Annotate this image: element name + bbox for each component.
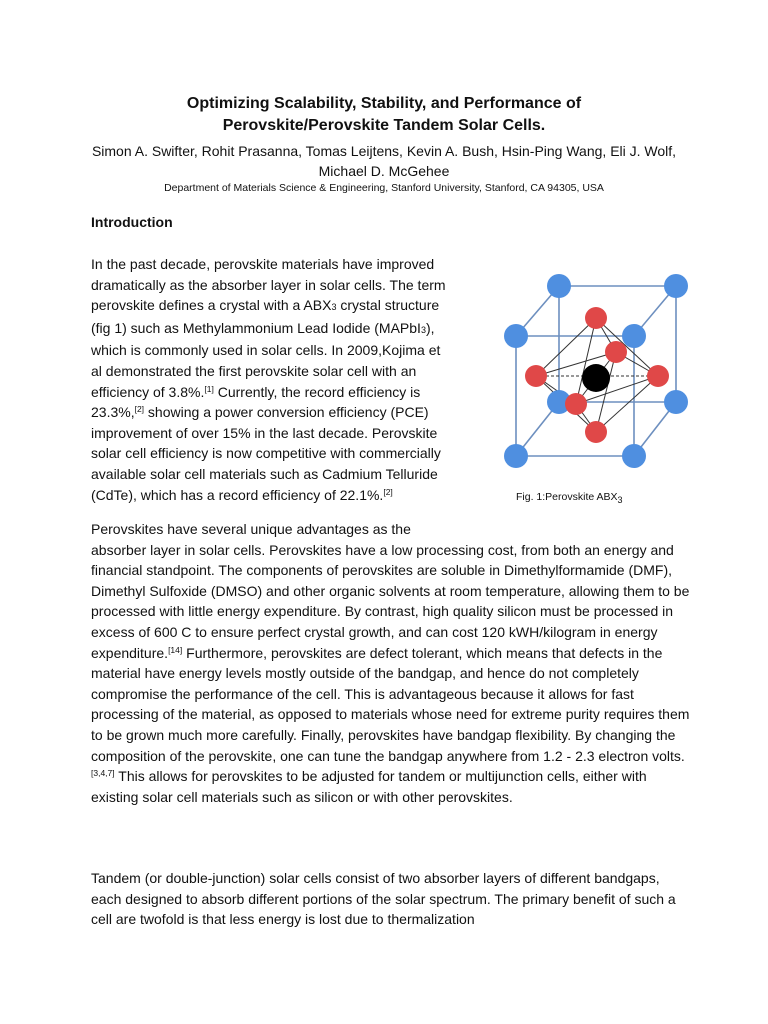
corner-atom: [547, 274, 571, 298]
face-atom: [585, 307, 607, 329]
intro-subscript-1: 3: [331, 302, 337, 313]
intro-subscript-2: 3: [420, 324, 426, 335]
face-atom: [525, 365, 547, 387]
corner-atom: [664, 274, 688, 298]
caption-text: Fig. 1:Perovskite ABX: [516, 491, 618, 503]
para3-text: Tandem (or double-junction) solar cells consist of two absorber layers of different bandgaps, each designed to absorb different portions of the solar spectrum. The primary benefit of such a cell are twofold is that less energy is lost due to thermalization: [91, 870, 676, 928]
corner-atom: [622, 444, 646, 468]
paper-title: [0, 93, 768, 137]
center-atom: [582, 364, 610, 392]
intro-text-2: crystal structure (fig 1) such as Methylammonium Lead Iodide (MAPbI: [91, 297, 440, 336]
intro-paragraph: [91, 254, 451, 505]
intro-text-5: showing a power conversion efficiency (PCE) improvement of over 15% in the last decade. Perovskite solar cell efficiency is now competitive with commercially available solar cell materials such as Cadmium Telluride (CdTe), which has a record efficiency of 22.1%.: [91, 404, 441, 503]
citation-1: [1]: [204, 383, 214, 394]
crystal-structure-diagram: [500, 268, 700, 478]
intro-text-1: In the past decade, perovskite materials have improved dramatically as the absorber layer in solar cells. The term perovskite defines a crystal with a ABX: [91, 256, 446, 314]
caption-subscript: 3: [617, 495, 623, 506]
section-heading: Introduction: [91, 214, 173, 230]
para2-text-3: This allows for perovskites to be adjusted for tandem or multijunction cells, either with existing solar cell materials such as silicon or with other perovskites.: [91, 768, 647, 805]
author-list: Simon A. Swifter, Rohit Prasanna, Tomas Leijtens, Kevin A. Bush, Hsin-Ping Wang, Eli J. Wolf, Michael D. McGehee: [91, 143, 677, 179]
citation-3: [2]: [383, 486, 393, 497]
para2-first-line: Perovskites have several unique advantages as the: [91, 521, 411, 537]
advantages-paragraph: [91, 519, 691, 807]
title-line-2: Perovskite/Perovskite Tandem Solar Cells.: [222, 117, 546, 134]
corner-atom: [504, 324, 528, 348]
figure-caption: [516, 490, 623, 507]
corner-atom: [664, 390, 688, 414]
tandem-paragraph: [91, 868, 691, 930]
citation-3-4-7: [3,4,7]: [91, 768, 115, 779]
face-atom: [565, 393, 587, 415]
citation-14: [14]: [168, 644, 183, 655]
face-atom: [605, 341, 627, 363]
corner-atom: [622, 324, 646, 348]
para2-text-2: Furthermore, perovskites are defect tolerant, which means that defects in the material have energy levels mostly outside of the bandgap, and hence do not completely compromise the performance of the cell. This is advantageous because it allows for fast processing of the material, as opposed to materials whose need for extreme purity requires them to be grown much more carefully. Finally, perovskites have bandgap flexibility. By changing the composition of the perovskite, one can tune the bandgap anywhere from 1.2 - 2.3 electron volts.: [91, 644, 690, 764]
face-atom: [647, 365, 669, 387]
affiliation: Department of Materials Science & Engineering, Stanford University, Stanford, CA 94305, USA: [164, 182, 604, 194]
corner-atom: [504, 444, 528, 468]
title-line-1: Optimizing Scalability, Stability, and Performance of: [186, 95, 582, 112]
face-atom: [585, 421, 607, 443]
citation-2: [2]: [134, 404, 145, 415]
perovskite-crystal-figure: [500, 268, 700, 478]
para2-text-1: absorber layer in solar cells. Perovskites have a low processing cost, from both an energy and financial standpoint. The components of perovskites are soluble in Dimethylformamide (DMF), Dimethyl Sulfoxide (DMSO) and other organic solvents at room temperature, allowing them to be processed with little energy expenditure. By contrast, high quality silicon must be processed in excess of 600 C to ensure perfect crystal growth, and can cost 120 kWH/kilogram in energy expenditure.: [91, 541, 690, 661]
intro-text-3: ), which is commonly used in solar cells. In 2009,Kojima et al demonstrated the first perovskite solar cell with an efficiency of 3.8%.: [91, 319, 441, 400]
intro-text-4: Currently, the record efficiency is 23.3%,: [91, 383, 421, 421]
